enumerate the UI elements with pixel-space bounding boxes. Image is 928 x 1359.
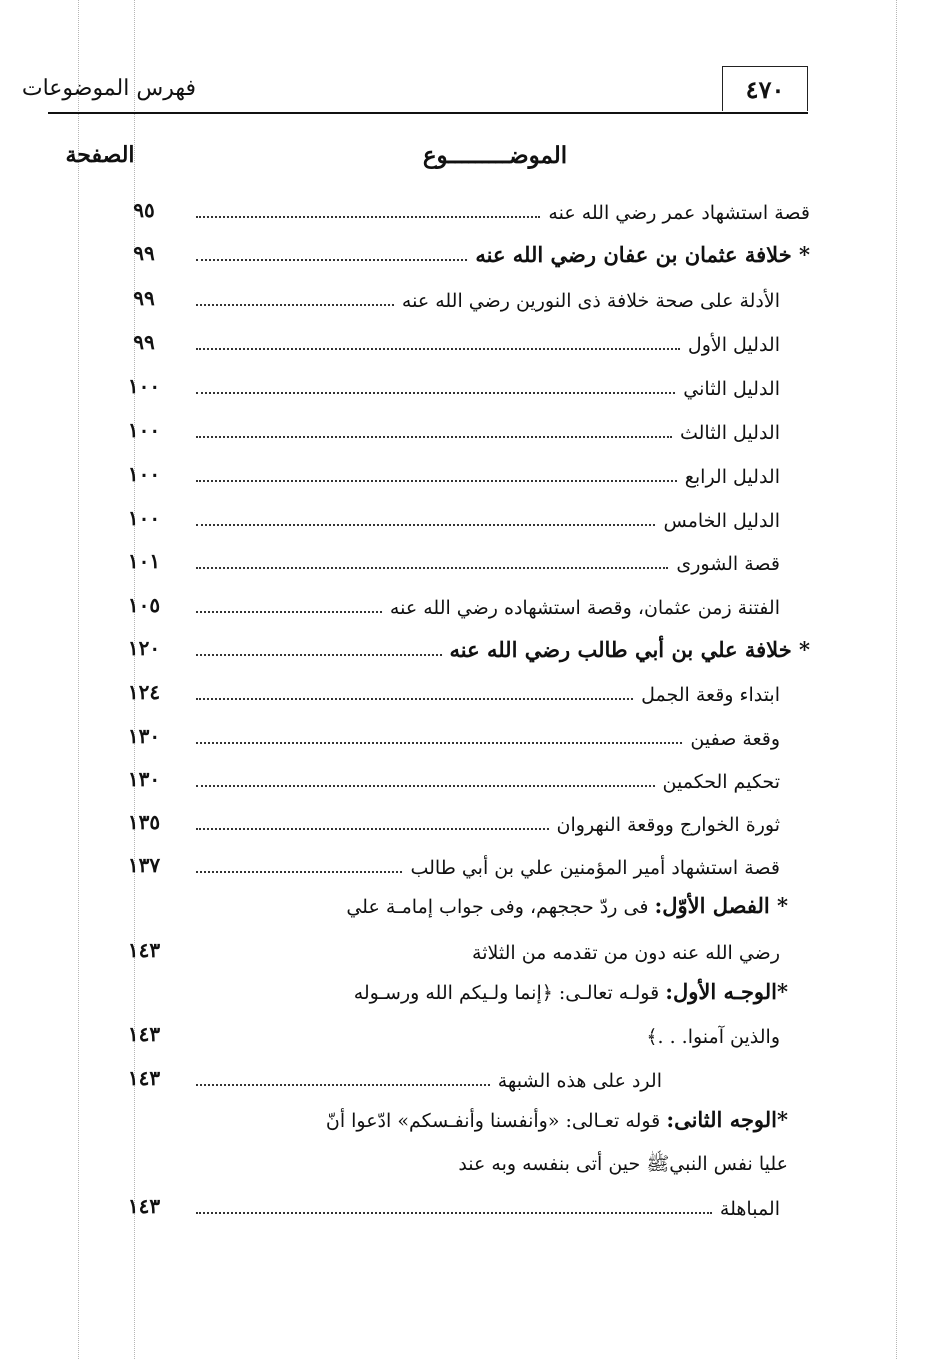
second-aspect-block <box>188 1098 788 1186</box>
block-line: قولـه تعالـى: ﴿إنما ولـيكم الله ورسـوله <box>353 982 660 1004</box>
leader-dots <box>196 654 442 656</box>
toc-entry-title: قصة استشهاد أمير المؤمنين علي بن أبي طالب <box>410 857 780 879</box>
toc-entry-title: الأدلة على صحة خلافة ذى النورين رضي الله عنه <box>401 290 780 312</box>
leader-dots <box>196 392 675 394</box>
toc-page-number: ١٣٠ <box>127 724 161 748</box>
toc-entry <box>40 802 810 842</box>
toc-page-number: ١٠١ <box>127 549 161 573</box>
leader-dots <box>196 1084 490 1086</box>
header-divider <box>48 112 808 114</box>
toc-entry <box>40 410 810 450</box>
block-line: عليا نفس النبيﷺ حين أتى بنفسه وبه عند <box>458 1153 788 1175</box>
toc-entry <box>40 930 810 970</box>
leader-dots <box>196 785 655 787</box>
toc-page-number: ٩٥ <box>133 198 155 222</box>
block-line: قوله تعـالى: «وأنفسنا وأنفـسكم» ادّعوا أنّ <box>325 1110 661 1132</box>
toc-entry <box>40 190 810 230</box>
leader-dots <box>196 742 682 744</box>
toc-entry <box>40 322 810 362</box>
toc-entry-title: الرد على هذه الشبهة <box>497 1070 662 1092</box>
leader-dots <box>196 828 549 830</box>
block-line: والذين آمنوا. . .﴾ <box>646 1026 780 1048</box>
toc-page-number: ١٣٥ <box>127 810 161 834</box>
toc-entry-title: الدليل الرابع <box>684 466 780 488</box>
toc-page-number: ١٤٣ <box>127 1066 161 1090</box>
leader-dots <box>196 567 668 569</box>
leader-dots <box>196 871 402 873</box>
toc-entry <box>40 366 810 406</box>
leader-dots <box>196 698 633 700</box>
chapter-one-block <box>188 884 788 929</box>
leader-dots <box>196 304 394 306</box>
leader-dots <box>196 611 382 613</box>
toc-entry <box>40 454 810 494</box>
first-aspect-block <box>188 970 788 1015</box>
leader-dots <box>196 524 655 526</box>
toc-page-number: ٩٩ <box>133 241 155 265</box>
toc-page-number: ١٠٠ <box>127 374 161 398</box>
toc-section-title: * خلافة علي بن أبي طالب رضي الله عنه <box>449 637 810 662</box>
running-title: فهرس الموضوعات <box>21 76 196 101</box>
toc-page-number: ١٢٤ <box>127 680 161 704</box>
toc-entry <box>40 498 810 538</box>
block-line: فى ردّ حججهم، وفى جواب إمامـة علي <box>346 896 649 918</box>
scan-guide-line <box>896 0 897 1359</box>
toc-entry <box>40 1058 810 1098</box>
toc-entry <box>40 845 810 885</box>
toc-entry <box>40 541 810 581</box>
toc-section-entry <box>40 233 810 273</box>
leader-dots <box>196 216 540 218</box>
toc-page-number: ١٠٥ <box>127 593 161 617</box>
toc-section-title: * خلافة عثمان بن عفان رضي الله عنه <box>475 242 810 267</box>
leader-dots <box>196 1212 712 1214</box>
toc-entry-title: قصة استشهاد عمر رضي الله عنه <box>548 202 810 224</box>
toc-page-number: ١٤٣ <box>127 1022 161 1046</box>
toc-page-number: ١٠٠ <box>127 462 161 486</box>
page-number: ٤٧٠ <box>722 66 808 111</box>
leader-dots <box>196 259 467 261</box>
toc-entry <box>40 716 810 756</box>
toc-entry-title: ثورة الخوارج ووقعة النهروان <box>556 814 780 836</box>
toc-entry-title: الفتنة زمن عثمان، وقصة استشهاده رضي الله عنه <box>389 597 780 619</box>
toc-entry <box>40 672 810 712</box>
toc-page-number: ١٤٣ <box>127 938 161 962</box>
toc-page-number: ١٣٠ <box>127 767 161 791</box>
leader-dots <box>196 436 672 438</box>
toc-entry <box>40 1186 810 1226</box>
toc-entry <box>40 759 810 799</box>
topic-column-heading: الموضـــــــــوع <box>422 142 568 169</box>
toc-entry <box>40 1014 810 1054</box>
leader-dots <box>196 348 680 350</box>
toc-page-number: ١٠٠ <box>127 418 161 442</box>
toc-entry-title: الدليل الأول <box>687 334 780 356</box>
block-lead: *الوجـه الأول: <box>665 979 788 1004</box>
toc-page-number: ٩٩ <box>133 330 155 354</box>
toc-entry-title: الدليل الثالث <box>679 422 780 444</box>
toc-page-number: ١٢٠ <box>127 636 161 660</box>
block-lead: *الوجه الثانى: <box>666 1107 788 1132</box>
toc-entry-title: تحكيم الحكمين <box>662 771 780 793</box>
page-column-heading: الصفحة <box>65 142 135 168</box>
block-line: رضي الله عنه دون من تقدمه من الثلاثة <box>472 942 780 964</box>
toc-entry-title: قصة الشورى <box>676 553 780 575</box>
block-lead: * الفصل الأوّل: <box>654 893 788 918</box>
block-line: المباهلة <box>719 1198 780 1220</box>
toc-entry-title: ابتداء وقعة الجمل <box>641 684 780 706</box>
toc-page-number: ١٤٣ <box>127 1194 161 1218</box>
toc-entry-title: وقعة صفين <box>690 728 780 750</box>
toc-entry <box>40 278 810 318</box>
toc-entry <box>40 585 810 625</box>
leader-dots <box>196 480 677 482</box>
toc-section-entry <box>40 628 810 668</box>
toc-page-number: ١٠٠ <box>127 506 161 530</box>
toc-page-number: ١٣٧ <box>127 853 161 877</box>
toc-entry-title: الدليل الثاني <box>683 378 780 400</box>
toc-page-number: ٩٩ <box>133 286 155 310</box>
toc-entry-title: الدليل الخامس <box>663 510 780 532</box>
